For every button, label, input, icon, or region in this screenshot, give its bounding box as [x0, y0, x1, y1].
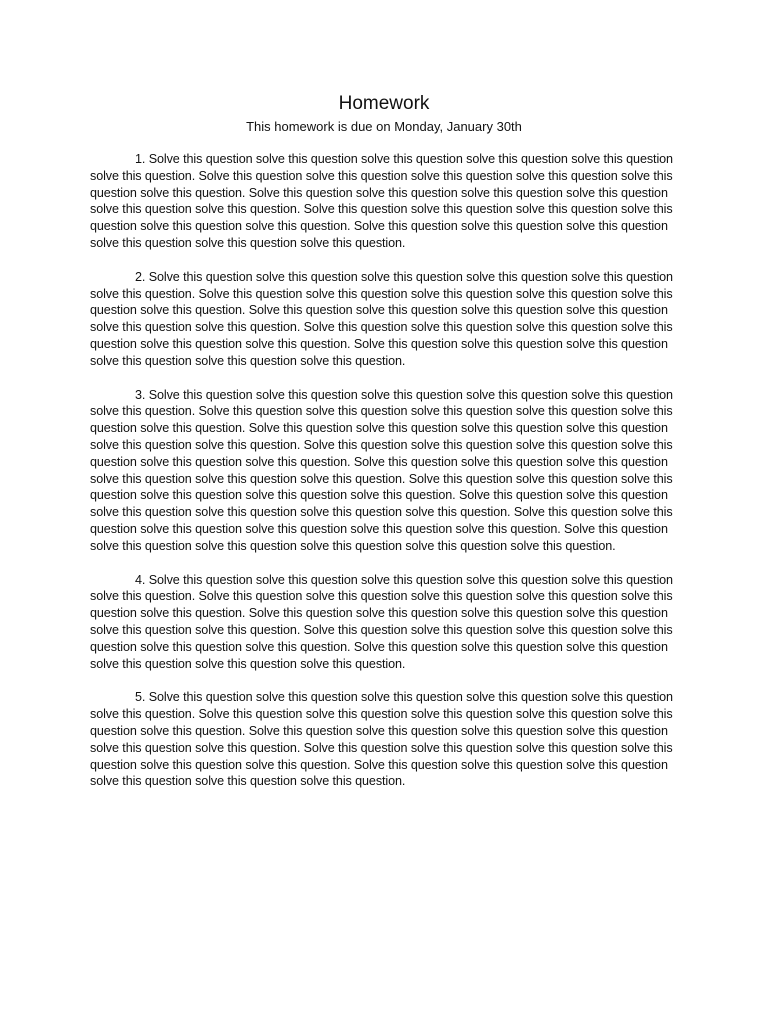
question-5: 5. Solve this question solve this question solve this question solve this question solve this question solve this question. Solve this question solve this question solve this question solve this question solve this question solve this question. Solve this question solve this question solve this question solve this question solve this question solve this question. Solve this question solve this question solve this question solve this question solve this question solve this question. Solve this question solve this question solve this question solve this question solve this question solve this question.: [90, 690, 673, 789]
question-3: 3. Solve this question solve this question solve this question solve this question solve this question solve this question. Solve this question solve this question solve this question solve this question solve this question solve this question. Solve this question solve this question solve this question solve this question solve this question solve this question. Solve this question solve this question solve this question solve this question solve this question solve this question. Solve this question solve this question solve this question solve this question solve this question solve this question. Solve this question solve this question solve this question solve this question solve this question solve this question. Solve this question solve this question solve this question solve this question solve this question solve this question. Solve this question solve this question solve this question solve this question solve this question solve this question. Solve this question solve this question solve this question solve this question solve this question solve this question.: [90, 387, 673, 553]
question-4: 4. Solve this question solve this question solve this question solve this question solve this question solve this question. Solve this question solve this question solve this question solve this question solve this question solve this question. Solve this question solve this question solve this question solve this question solve this question solve this question. Solve this question solve this question solve this question solve this question solve this question solve this question. Solve this question solve this question solve this question solve this question solve this question solve this question.: [90, 572, 673, 671]
document-title: Homework: [338, 93, 430, 114]
question-2: 2. Solve this question solve this question solve this question solve this question solve this question solve this question. Solve this question solve this question solve this question solve this question solve this question solve this question. Solve this question solve this question solve this question solve this question solve this question solve this question. Solve this question solve this question solve this question solve this question solve this question solve this question. Solve this question solve this question solve this question solve this question solve this question solve this question.: [90, 269, 673, 368]
due-date-subtitle: This homework is due on Monday, January 30th: [246, 119, 522, 134]
question-1: 1. Solve this question solve this question solve this question solve this question solve this question solve this question. Solve this question solve this question solve this question solve this question solve this question solve this question. Solve this question solve this question solve this question solve this question solve this question solve this question. Solve this question solve this question solve this question solve this question solve this question solve this question. Solve this question solve this question solve this question solve this question solve this question solve this question.: [90, 152, 673, 250]
question-list: [90, 151, 680, 807]
